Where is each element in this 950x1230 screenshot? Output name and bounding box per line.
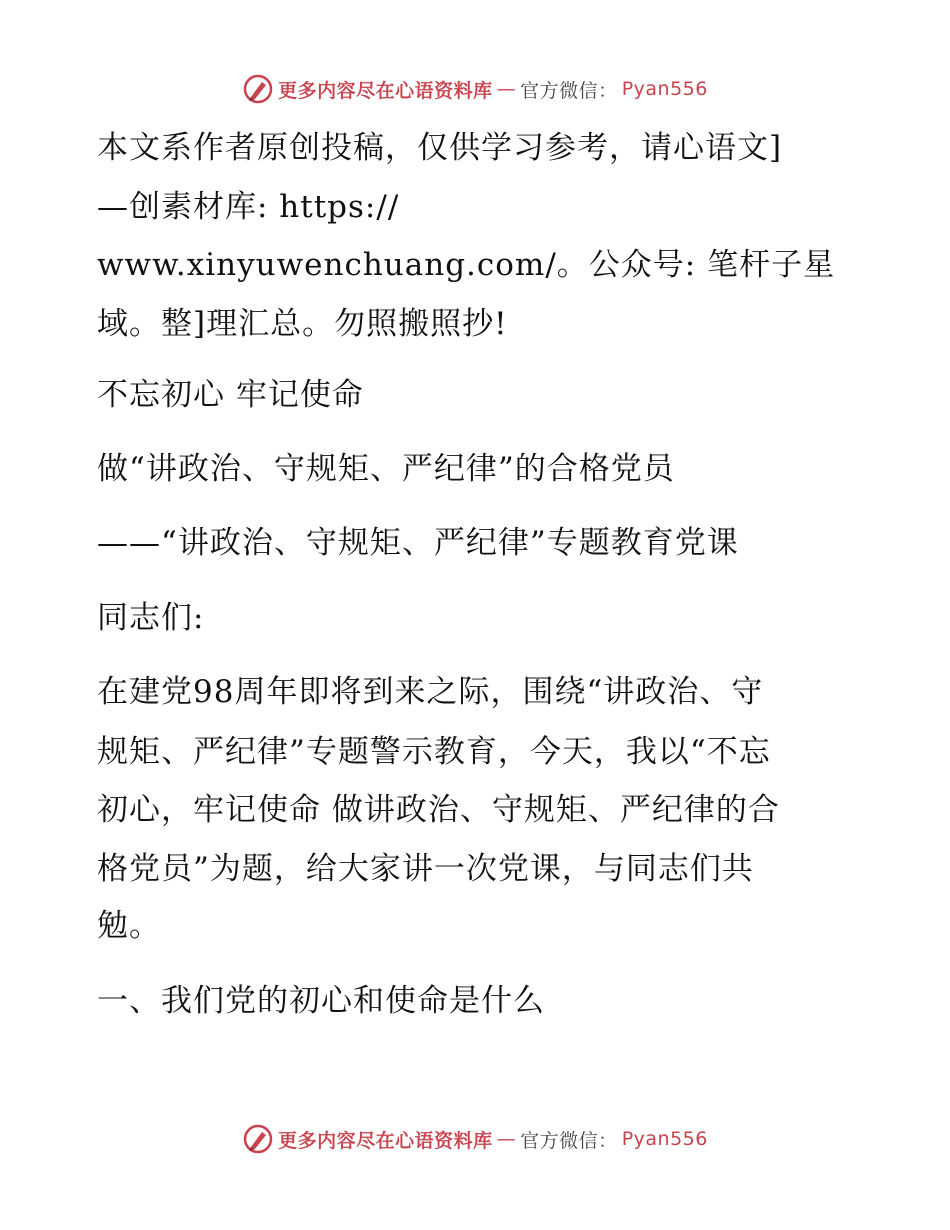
banner-main-text: 更多内容尽在心语资料库 bbox=[278, 79, 493, 102]
paragraph-line-4: 格党员”为题，给大家讲一次党课，与同志们共 bbox=[97, 851, 754, 887]
document-subtitle-2: ——“讲政治、守规矩、严纪律”专题教育党课 bbox=[97, 525, 739, 561]
pen-logo-icon bbox=[242, 1123, 274, 1155]
document-title: 不忘初心 牢记使命 bbox=[97, 377, 364, 413]
banner-label: 官方微信： bbox=[520, 1129, 618, 1152]
banner-wechat-id: Pyan556 bbox=[621, 1128, 708, 1150]
pen-logo-icon bbox=[242, 73, 274, 105]
intro-line-3: www.xinyuwenchuang.com/。公众号: 笔杆子星 bbox=[97, 247, 836, 283]
intro-line-4: 域。整]理汇总。勿照搬照抄! bbox=[97, 306, 508, 342]
paragraph-line-3: 初心，牢记使命 做讲政治、守规矩、严纪律的合 bbox=[97, 792, 780, 828]
banner-label: 官方微信： bbox=[520, 79, 618, 102]
banner-dash: — bbox=[496, 1128, 517, 1150]
intro-line-1: 本文系作者原创投稿，仅供学习参考，请心语文] bbox=[97, 130, 783, 166]
section-heading: 一、我们党的初心和使命是什么 bbox=[97, 983, 545, 1019]
document-subtitle: 做“讲政治、守规矩、严纪律”的合格党员 bbox=[97, 451, 675, 487]
banner-main-text: 更多内容尽在心语资料库 bbox=[278, 1129, 493, 1152]
footer-banner bbox=[0, 1121, 950, 1157]
greeting: 同志们: bbox=[97, 600, 205, 636]
banner-wechat-id: Pyan556 bbox=[621, 78, 708, 100]
paragraph-line-1: 在建党98周年即将到来之际，围绕“讲政治、守 bbox=[97, 674, 764, 710]
intro-line-2: —创素材库: https:// bbox=[97, 189, 400, 225]
paragraph-line-5: 勉。 bbox=[97, 908, 161, 944]
header-banner bbox=[0, 71, 950, 107]
banner-dash: — bbox=[496, 78, 517, 100]
paragraph-line-2: 规矩、严纪律”专题警示教育，今天，我以“不忘 bbox=[97, 734, 771, 770]
